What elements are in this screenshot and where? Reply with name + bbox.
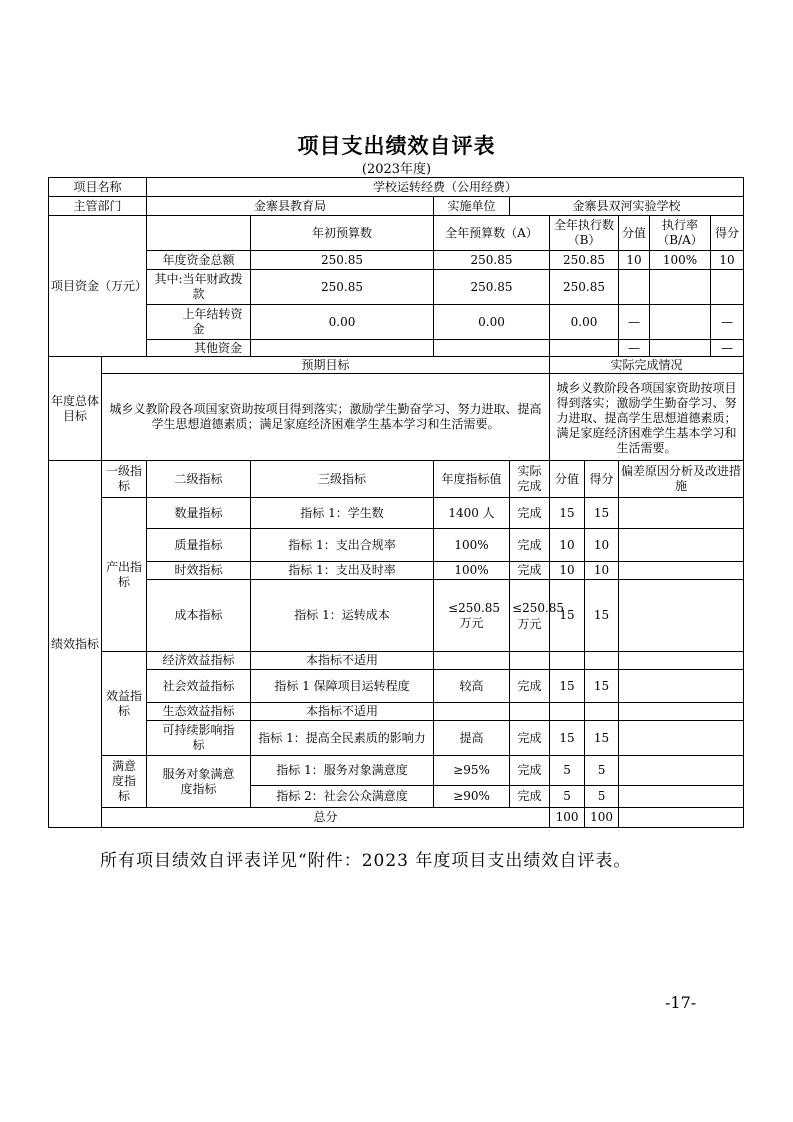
ind-actual: 完成 — [510, 498, 550, 529]
ind-level2: 生态效益指标 — [147, 703, 251, 721]
ind-actual: ≤250.85万元 — [510, 580, 550, 652]
ind-deviation — [619, 670, 744, 703]
ind-score: 10 — [585, 562, 619, 580]
ind-level2: 数量指标 — [147, 498, 251, 529]
unit-label: 实施单位 — [434, 197, 510, 216]
ind-score — [585, 652, 619, 670]
ind-value — [550, 703, 585, 721]
ind-actual: 完成 — [510, 756, 550, 786]
ind-deviation — [619, 721, 744, 756]
ind-deviation — [619, 756, 744, 786]
ind-deviation — [619, 562, 744, 580]
ind-score: 15 — [585, 580, 619, 652]
goals-label: 年度总体目标 — [49, 357, 102, 461]
funds-row-executed: 0.00 — [550, 305, 619, 340]
funds-header-rate: 执行率（B/A） — [650, 216, 711, 251]
ind-score: 15 — [585, 721, 619, 756]
ind-value: 15 — [550, 721, 585, 756]
ind-deviation — [619, 498, 744, 529]
funds-label: 项目资金（万元） — [49, 216, 147, 357]
ind-level3: 本指标不适用 — [251, 652, 434, 670]
ind-actual: 完成 — [510, 786, 550, 808]
funds-row-initial — [251, 340, 434, 357]
ind-level3: 指标 1：支出及时率 — [251, 562, 434, 580]
ind-value: 5 — [550, 786, 585, 808]
ind-level3: 指标 1 保障项目运转程度 — [251, 670, 434, 703]
funds-header-initial: 年初预算数 — [251, 216, 434, 251]
ind-actual — [510, 652, 550, 670]
ind-value: 10 — [550, 529, 585, 562]
ind-group-benefit: 效益指标 — [102, 652, 147, 756]
page-number: -17- — [665, 993, 697, 1012]
ind-level3: 本指标不适用 — [251, 703, 434, 721]
ind-header-deviation: 偏差原因分析及改进措施 — [619, 461, 744, 498]
funds-row-score: — — [711, 340, 744, 357]
ind-header-level3: 三级指标 — [251, 461, 434, 498]
ind-level2: 时效指标 — [147, 562, 251, 580]
ind-target: 100% — [434, 562, 510, 580]
ind-value: 10 — [550, 562, 585, 580]
funds-row-rate: 100% — [650, 251, 711, 270]
funds-row-executed: 250.85 — [550, 270, 619, 305]
funds-row-annual: 0.00 — [434, 305, 550, 340]
funds-header-annual: 全年预算数（A） — [434, 216, 550, 251]
ind-header-target: 年度指标值 — [434, 461, 510, 498]
funds-header-executed: 全年执行数（B） — [550, 216, 619, 251]
ind-header-value: 分值 — [550, 461, 585, 498]
funds-row-name: 其他资金 — [147, 340, 251, 357]
dept-value: 金寨县教育局 — [147, 197, 434, 216]
goals-planned-text: 城乡义教阶段各项国家资助按项目得到落实；激励学生勤奋学习、努力进取、提高学生思想道德素质；满足家庭经济困难学生基本学习和生活需要。 — [102, 374, 550, 461]
performance-table — [48, 177, 744, 828]
unit-value: 金寨县双河实验学校 — [510, 197, 744, 216]
total-value: 100 — [550, 808, 585, 828]
ind-level3: 指标 1：支出合规率 — [251, 529, 434, 562]
ind-value: 5 — [550, 756, 585, 786]
ind-deviation — [619, 529, 744, 562]
ind-actual — [510, 703, 550, 721]
ind-group-satisfaction: 满意度指标 — [102, 756, 147, 808]
ind-deviation — [619, 703, 744, 721]
ind-header-level2: 二级指标 — [147, 461, 251, 498]
funds-row-annual — [434, 340, 550, 357]
funds-header-score: 得分 — [711, 216, 744, 251]
project-name-value: 学校运转经费（公用经费） — [147, 178, 744, 197]
ind-value: 15 — [550, 580, 585, 652]
project-name-label: 项目名称 — [49, 178, 147, 197]
ind-level2: 成本指标 — [147, 580, 251, 652]
funds-row-executed: 250.85 — [550, 251, 619, 270]
ind-header-level1: 一级指标 — [102, 461, 147, 498]
ind-target: ≤250.85万元 — [434, 580, 510, 652]
funds-row-score-value — [619, 270, 650, 305]
ind-target: 提高 — [434, 721, 510, 756]
funds-row-score-value: — — [619, 340, 650, 357]
ind-actual: 完成 — [510, 670, 550, 703]
ind-actual: 完成 — [510, 721, 550, 756]
ind-target: 1400 人 — [434, 498, 510, 529]
funds-row-score: 10 — [711, 251, 744, 270]
ind-score: 5 — [585, 786, 619, 808]
total-score: 100 — [585, 808, 619, 828]
ind-deviation — [619, 580, 744, 652]
ind-score — [585, 703, 619, 721]
ind-target — [434, 703, 510, 721]
ind-level3: 指标 1：服务对象满意度 — [251, 756, 434, 786]
ind-level3: 指标 1：提高全民素质的影响力 — [251, 721, 434, 756]
ind-score: 5 — [585, 756, 619, 786]
funds-header-score-value: 分值 — [619, 216, 650, 251]
funds-row-rate — [650, 270, 711, 305]
ind-score: 10 — [585, 529, 619, 562]
page-title: 项目支出绩效自评表 — [297, 133, 496, 158]
ind-score: 15 — [585, 670, 619, 703]
funds-row-name: 其中:当年财政拨款 — [147, 270, 251, 305]
ind-level3: 指标 2：社会公众满意度 — [251, 786, 434, 808]
ind-value: 15 — [550, 498, 585, 529]
ind-target: ≥95% — [434, 756, 510, 786]
ind-target — [434, 652, 510, 670]
ind-level3: 指标 1：运转成本 — [251, 580, 434, 652]
funds-row-annual: 250.85 — [434, 251, 550, 270]
funds-row-initial: 250.85 — [251, 270, 434, 305]
goals-planned-label: 预期目标 — [102, 357, 550, 374]
page-subtitle: (2023年度) — [361, 162, 432, 177]
total-label: 总分 — [102, 808, 550, 828]
ind-target: ≥90% — [434, 786, 510, 808]
ind-level2: 社会效益指标 — [147, 670, 251, 703]
funds-row-score: — — [711, 305, 744, 340]
indicators-label: 绩效指标 — [49, 461, 102, 828]
goals-actual-label: 实际完成情况 — [550, 357, 744, 374]
ind-level2: 质量指标 — [147, 529, 251, 562]
ind-deviation — [619, 786, 744, 808]
funds-row-rate — [650, 340, 711, 357]
funds-row-annual: 250.85 — [434, 270, 550, 305]
footer-note: 所有项目绩效自评表详见“附件：2023 年度项目支出绩效自评表。 — [100, 851, 632, 871]
ind-level3: 指标 1：学生数 — [251, 498, 434, 529]
ind-level2: 服务对象满意度指标 — [147, 756, 251, 808]
ind-deviation — [619, 652, 744, 670]
dept-label: 主管部门 — [49, 197, 147, 216]
ind-group-output: 产出指标 — [102, 498, 147, 652]
goals-actual-text: 城乡义教阶段各项国家资助按项目得到落实；激励学生勤奋学习、努力进取、提高学生思想道德素质；满足家庭经济困难学生基本学习和生活需要。 — [550, 374, 744, 461]
ind-level2: 经济效益指标 — [147, 652, 251, 670]
funds-row-initial: 0.00 — [251, 305, 434, 340]
ind-header-score: 得分 — [585, 461, 619, 498]
ind-actual: 完成 — [510, 529, 550, 562]
ind-value — [550, 652, 585, 670]
ind-value: 15 — [550, 670, 585, 703]
funds-row-score-value: — — [619, 305, 650, 340]
funds-row-name: 上年结转资金 — [147, 305, 251, 340]
funds-row-initial: 250.85 — [251, 251, 434, 270]
ind-actual: 完成 — [510, 562, 550, 580]
funds-header-blank — [147, 216, 251, 251]
funds-row-executed — [550, 340, 619, 357]
ind-target: 较高 — [434, 670, 510, 703]
ind-level2: 可持续影响指标 — [147, 721, 251, 756]
funds-row-score — [711, 270, 744, 305]
total-deviation — [619, 808, 744, 828]
funds-row-name: 年度资金总额 — [147, 251, 251, 270]
funds-row-score-value: 10 — [619, 251, 650, 270]
funds-row-rate — [650, 305, 711, 340]
ind-score: 15 — [585, 498, 619, 529]
ind-target: 100% — [434, 529, 510, 562]
ind-header-actual: 实际完成 — [510, 461, 550, 498]
